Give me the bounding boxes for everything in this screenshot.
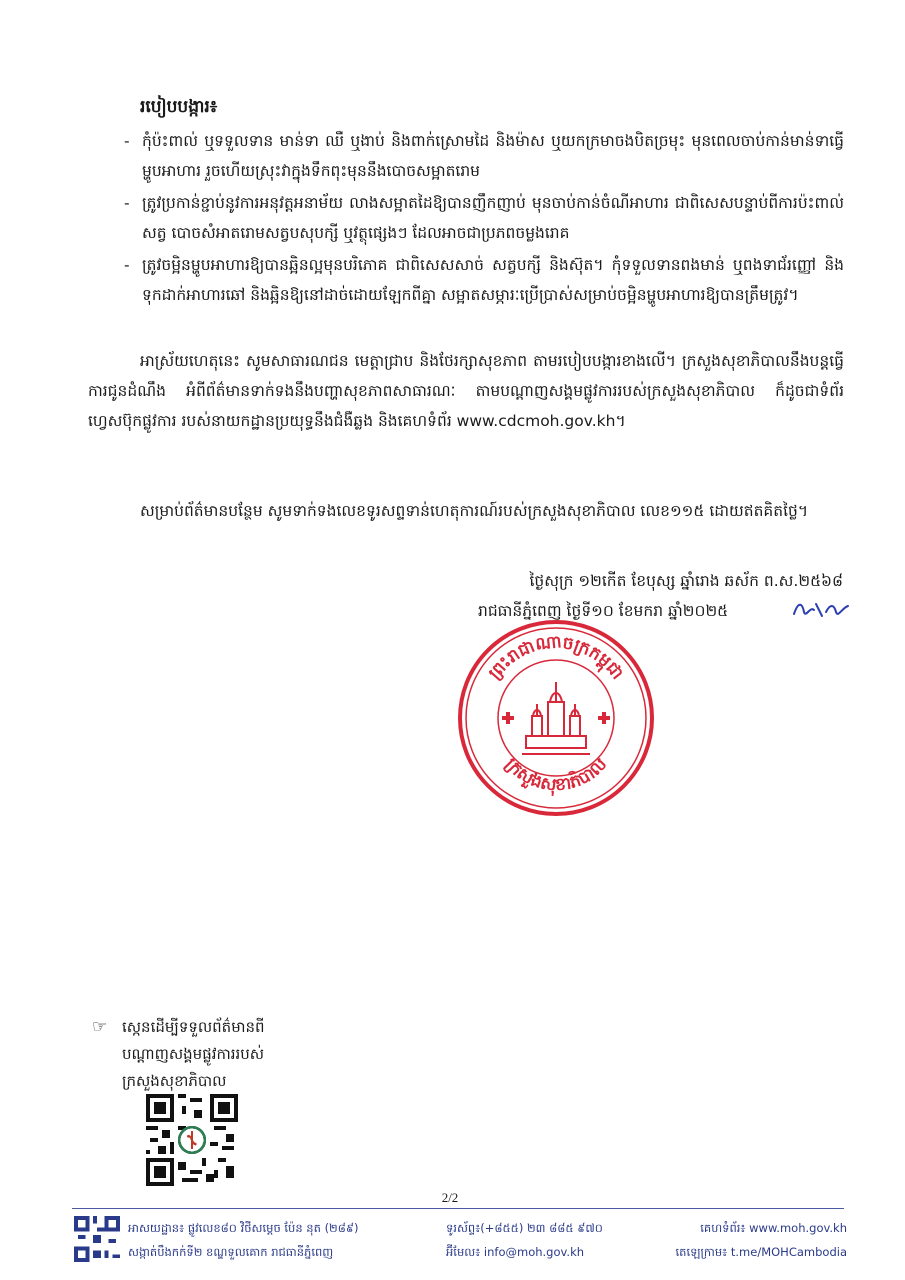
email-label: អ៊ីមែល៖ (446, 1245, 481, 1259)
prevention-list (124, 126, 844, 312)
section-heading: របៀបបង្ការ៖ (140, 97, 218, 117)
list-item: - កុំប៉ះពាល់ ឬទទួលទាន មាន់ទា ឈឺ ឬងាប់ និងពាក់ស្រោមដៃ និងម៉ាស ឬយកក្រមាចងបិតច្រមុះ មុនពេលចាប់កាន់មាន់ទាធ្វើម្ហូបអាហារ រួចហើយស្រុះវាក្នុងទឹកពុះមុននឹងបោចសម្អាតរោម (124, 132, 844, 180)
list-item: - ត្រូវចម្អិនម្ហូបអាហារឱ្យបានឆ្អិនល្អមុនបរិភោគ ជាពិសេសសាច់ សត្វបក្សី និងស៊ុត។ កុំទទួលទានពងមាន់ ឬពងទាជ័រញ្ញៅ និងទុកដាក់អាហារឆៅ និងឆ្អិនឱ្យនៅដាច់ដោយឡែកពីគ្នា សម្អាតសម្ភារៈប្រើប្រាស់សម្រាប់ចម្អិនម្ហូបអាហារឱ្យបានត្រឹមត្រូវ។ (124, 256, 844, 304)
web-label: គេហទំព័រ៖ (700, 1221, 746, 1235)
footer-qr-code-icon[interactable] (74, 1216, 120, 1262)
email-link[interactable]: info@moh.gov.kh (483, 1245, 585, 1259)
qr-code-icon[interactable] (146, 1094, 238, 1186)
footer-address (128, 1216, 359, 1264)
scan-note-line: ក្រសួងសុខាភិបាល (122, 1072, 227, 1090)
pointing-hand-icon: ☞ (92, 1017, 108, 1037)
list-item-text: ត្រូវចម្អិនម្ហូបអាហារឱ្យបានឆ្អិនល្អមុនបរិភោគ ជាពិសេសសាច់ សត្វបក្សី និងស៊ុត។ កុំទទួលទានពងមាន់ ឬពងទាជ័រញ្ញៅ និងទុកដាក់អាហារឆៅ និងឆ្អិនឱ្យនៅដាច់ដោយឡែកពីគ្នា សម្អាតសម្ភារៈប្រើប្រាស់សម្រាប់ចម្អិនម្ហូបអាហារឱ្យបានត្រឹមត្រូវ។ (142, 256, 844, 304)
telegram-label: តេឡេក្រាម៖ (675, 1245, 728, 1259)
svg-text:ព្រះរាជាណាចក្រកម្ពុជា (485, 632, 627, 683)
red-cross-icon (502, 712, 610, 724)
temple-emblem (522, 682, 590, 754)
address-line: ផ្លូវលេខ៨០ វិថីសម្តេច ប៉ែន នុត (២៨៩) (187, 1221, 359, 1235)
list-item-text: ត្រូវប្រកាន់ខ្ជាប់នូវការអនុវត្តអនាម័យ លាងសម្អាតដៃឱ្យបានញឹកញាប់ មុនចាប់កាន់ចំណីអាហារ ជាពិសេសបន្ទាប់ពីការប៉ះពាល់សត្វ បោចសំអាតរោមសត្វបសុបក្សី ឬវត្ថុផ្សេងៗ ដែលអាចជាប្រភពចម្លងរោគ (142, 194, 844, 242)
handwritten-initials (792, 598, 852, 620)
phone-label: ទូរស័ព្ទ៖ (446, 1221, 481, 1235)
lunar-date: ថ្ងៃសុក្រ ១២កើត ខែបុស្ស ឆ្នាំរោង ឆស័ក ព.ស.២៥៦៨ (529, 572, 843, 590)
seal-bottom-text: ក្រសួងសុខាភិបាល (500, 754, 612, 796)
svg-text:ក្រសួងសុខាភិបាល (501, 754, 611, 796)
scan-note-line: បណ្តាញសង្គមផ្លូវការរបស់ (122, 1045, 265, 1063)
ministry-seal (456, 618, 656, 818)
footer-web (676, 1216, 847, 1264)
website-link[interactable]: www.moh.gov.kh (749, 1221, 847, 1235)
address-line: សង្កាត់បឹងកក់ទី២ ខណ្ឌទួលគោក រាជធានីភ្នំពេញ (128, 1245, 334, 1259)
address-label: អាសយដ្ឋាន៖ (128, 1221, 185, 1235)
paragraph-advisory: អាស្រ័យហេតុនេះ សូមសាធារណជន មេត្តាជ្រាប និងថែរក្សាសុខភាព តាមរបៀបបង្ការខាងលើ។ ក្រសួងសុខាភិបាលនឹងបន្តធ្វើការជូនដំណឹង អំពីព័ត៌មានទាក់ទងនឹងបញ្ហាសុខភាពសាធារណៈ តាមបណ្តាញសង្គមផ្លូវការរបស់ក្រសួងសុខាភិបាល ក៏ដូចជាទំព័រហ្វេសប៊ុកផ្លូវការ របស់នាយកដ្ឋានប្រយុទ្ធនឹងជំងឺឆ្លង និងគេហទំព័រ www.cdcmoh.gov.kh។ (88, 352, 844, 430)
scan-note-line: ស្កេនដើម្បីទទួលព័ត៌មានពី (122, 1018, 265, 1036)
list-item: - ត្រូវប្រកាន់ខ្ជាប់នូវការអនុវត្តអនាម័យ លាងសម្អាតដៃឱ្យបានញឹកញាប់ មុនចាប់កាន់ចំណីអាហារ ជាពិសេសបន្ទាប់ពីការប៉ះពាល់សត្វ បោចសំអាតរោមសត្វបសុបក្សី ឬវត្ថុផ្សេងៗ ដែលអាចជាប្រភពចម្លងរោគ (124, 194, 844, 242)
place-date: រាជធានីភ្នំពេញ ថ្ងៃទី១០ ខែមករា ឆ្នាំ២០២៥ (478, 602, 729, 620)
footer-divider (72, 1208, 844, 1209)
phone-value: (+៨៥៥) ២៣ ៨៨៥ ៩៧០ (480, 1221, 603, 1235)
footer-contact (446, 1216, 603, 1264)
paragraph-hotline: សម្រាប់ព័ត៌មានបន្ថែម សូមទាក់ទងលេខទូរសព្ទទាន់ហេតុការណ៍របស់ក្រសួងសុខាភិបាល លេខ១១៥ ដោយឥតគិតថ្លៃ។ (140, 502, 809, 520)
scan-note (92, 1014, 312, 1095)
seal-top-text: ព្រះរាជាណាចក្រកម្ពុជា (484, 632, 628, 684)
list-item-text: កុំប៉ះពាល់ ឬទទួលទាន មាន់ទា ឈឺ ឬងាប់ និងពាក់ស្រោមដៃ និងម៉ាស ឬយកក្រមាចងបិតច្រមុះ មុនពេលចាប់កាន់មាន់ទាធ្វើម្ហូបអាហារ រួចហើយស្រុះវាក្នុងទឹកពុះមុននឹងបោចសម្អាតរោម (142, 132, 844, 180)
telegram-link[interactable]: t.me/MOHCambodia (730, 1245, 847, 1259)
page-number: 2/2 (441, 1190, 459, 1205)
